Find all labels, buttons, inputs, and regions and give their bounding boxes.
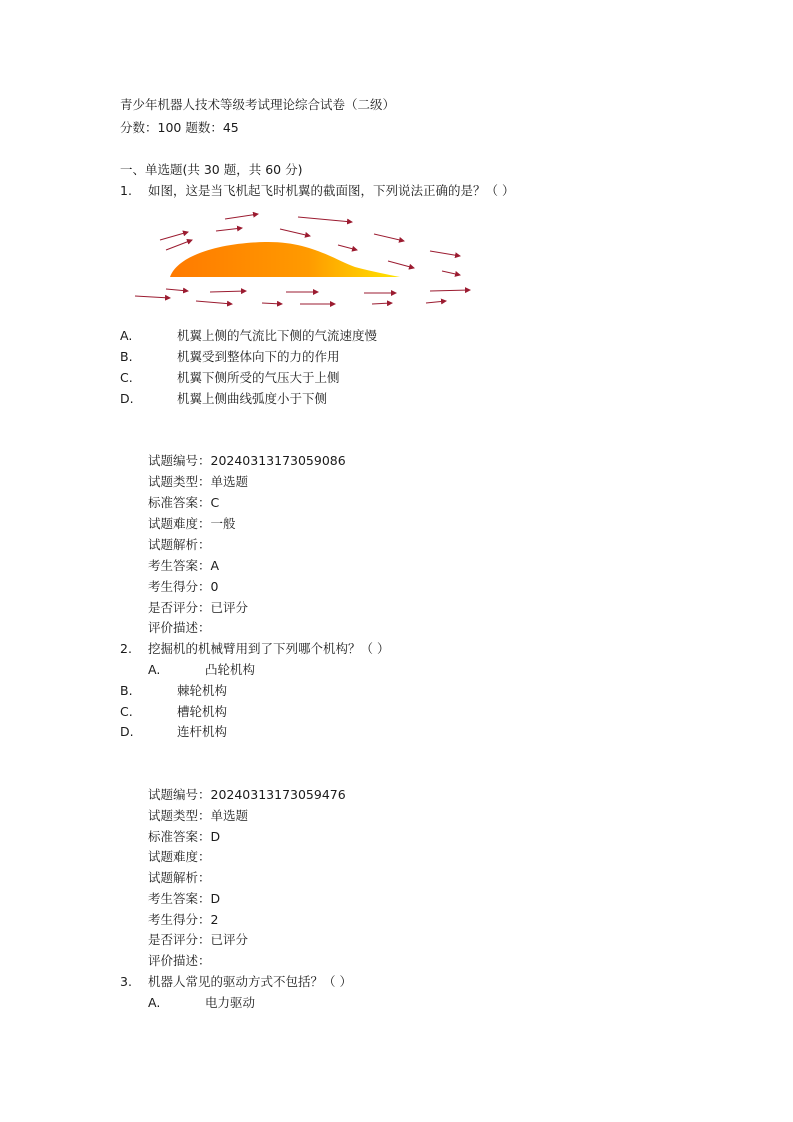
meta-question-id: 试题编号：20240313173059086 xyxy=(148,453,346,468)
meta-standard-answer: 标准答案：D xyxy=(148,829,221,844)
meta-student-score: 考生得分：0 xyxy=(148,579,219,594)
question-number: 1. xyxy=(120,183,132,198)
meta-student-answer: 考生答案：D xyxy=(148,891,221,906)
page-title: 青少年机器人技术等级考试理论综合试卷（二级） xyxy=(120,97,396,112)
meta-graded: 是否评分：已评分 xyxy=(148,932,249,947)
meta-student-score: 考生得分：2 xyxy=(148,912,219,927)
meta-student-answer: 考生答案：A xyxy=(148,558,220,573)
section-title: 一、单选题(共 30 题，共 60 分) xyxy=(120,162,303,177)
wing-airflow-figure xyxy=(130,205,475,310)
meta-question-type: 试题类型：单选题 xyxy=(148,474,249,489)
meta-comment: 评价描述： xyxy=(148,953,211,968)
question-stem: 挖掘机的机械臂用到了下列哪个机构？（ ） xyxy=(148,641,390,656)
meta-question-type: 试题类型：单选题 xyxy=(148,808,249,823)
meta-difficulty: 试题难度： xyxy=(148,849,211,864)
question-stem: 如图，这是当飞机起飞时机翼的截面图，下列说法正确的是？（ ） xyxy=(148,183,515,198)
meta-comment: 评价描述： xyxy=(148,620,211,635)
wing-cross-section xyxy=(170,242,400,277)
question-stem: 机器人常见的驱动方式不包括？（ ） xyxy=(148,974,352,989)
question-number: 2. xyxy=(120,641,132,656)
score-summary: 分数：100 题数：45 xyxy=(120,120,239,135)
question-number: 3. xyxy=(120,974,132,989)
meta-graded: 是否评分：已评分 xyxy=(148,600,249,615)
meta-standard-answer: 标准答案：C xyxy=(148,495,220,510)
meta-difficulty: 试题难度：一般 xyxy=(148,516,236,531)
meta-analysis: 试题解析： xyxy=(148,870,211,885)
meta-analysis: 试题解析： xyxy=(148,537,211,552)
meta-question-id: 试题编号：20240313173059476 xyxy=(148,787,346,802)
